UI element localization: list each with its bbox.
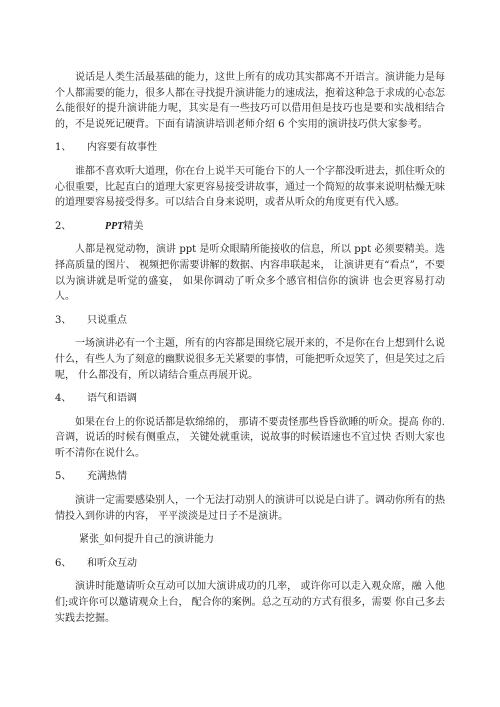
- section-2-title-ppt: PPT: [105, 220, 124, 232]
- section-5-title: 充满热情: [87, 471, 127, 483]
- document-page: [55, 70, 445, 634]
- section-1-heading: [55, 140, 445, 156]
- section-4-heading: [55, 391, 445, 407]
- subheading: 紧张_如何提升自己的演讲能力: [79, 534, 214, 546]
- intro-paragraph: 说话是人类生活最基础的能力，这世上所有的成功其实都离不开语言。演讲能力是每个人都需要的能力，很多人都在寻找提升演讲能力的速成法，抱着这种急于求成的心态怎么能很好的提升演讲能力呢，其实是有一些技巧可以借用但是技巧也是要和实战相结合的，不是说死记硬背。下面有请演讲培训老师介绍 6 个实用的演讲技巧供大家参考。: [55, 72, 445, 130]
- section-2-title: 精美: [123, 220, 144, 232]
- section-4-body: 如果在台上的你说话都是软绵绵的， 那请不要责怪那些昏昏欲睡的听众。提高 你的. 音调，说话的时候有侧重点， 关键处就重读，说故事的时候语速也不宜过快 否则大家也听不清你在说什么。: [55, 416, 445, 459]
- section-2-heading: [55, 219, 445, 235]
- section-6-number: 6、: [55, 557, 72, 569]
- section-5-heading: [55, 469, 445, 485]
- section-1-body: 谁都不喜欢听大道理，你在台上说半天可能台下的人一个字都没听进去，抓住听众的心很重要，比起直白的道理大家更容易接受讲故事，通过一个简短的故事来说明枯燥无味的道理要容易接受得多。可以结合自身来说明，或者从听众的角度更有代入感。: [55, 165, 445, 209]
- section-2-body: 人都是视觉动物，演讲 ppt 是听众眼睛所能接收的信息，所以 ppt 必须要精美。选择高质量的图片、 视频把你需要讲解的数据、内容串联起来， 让演讲更有“看点”，不要以为演讲就是听觉的盛宴， 如果你调动了听众多个感官相信你的演讲 也会更容易打动人。: [55, 244, 445, 303]
- section-4-number: 4、: [55, 393, 72, 405]
- section-1-number: 1、: [55, 142, 72, 154]
- section-2-number: 2、: [55, 220, 72, 232]
- section-4-title: 语气和语调: [87, 393, 137, 405]
- section-1-title: 内容要有故事性: [87, 142, 157, 154]
- section-6-title: 和听众互动: [87, 557, 137, 569]
- section-3-heading: [55, 313, 445, 329]
- section-5-body: 演讲一定需要感染别人，一个无法打动别人的演讲可以说是白讲了。调动你所有的热情投入到你讲的内容， 平平淡淡是过日子不是演讲。: [55, 495, 445, 522]
- section-6-heading: [55, 556, 445, 572]
- section-5-number: 5、: [55, 471, 72, 483]
- section-3-body: 一场演讲必有一个主题，所有的内容都是围绕它展开来的，不是你在台上想到什么说什么，有些人为了刻意的幽默说很多无关紧要的事情，可能把听众逗笑了，但是笑过之后呢， 什么都没有，所以请结合重点再展开说。: [55, 338, 445, 381]
- section-3-title: 只说重点: [87, 314, 127, 326]
- section-6-body: 演讲时能邀请听众互动可以加大演讲成功的几率， 或许你可以走入观众席，融 入他们;或许你可以邀请观众上台， 配合你的案例。总之互动的方式有很多，需要 你自己多去实践去挖掘。: [55, 581, 445, 624]
- section-3-number: 3、: [55, 314, 72, 326]
